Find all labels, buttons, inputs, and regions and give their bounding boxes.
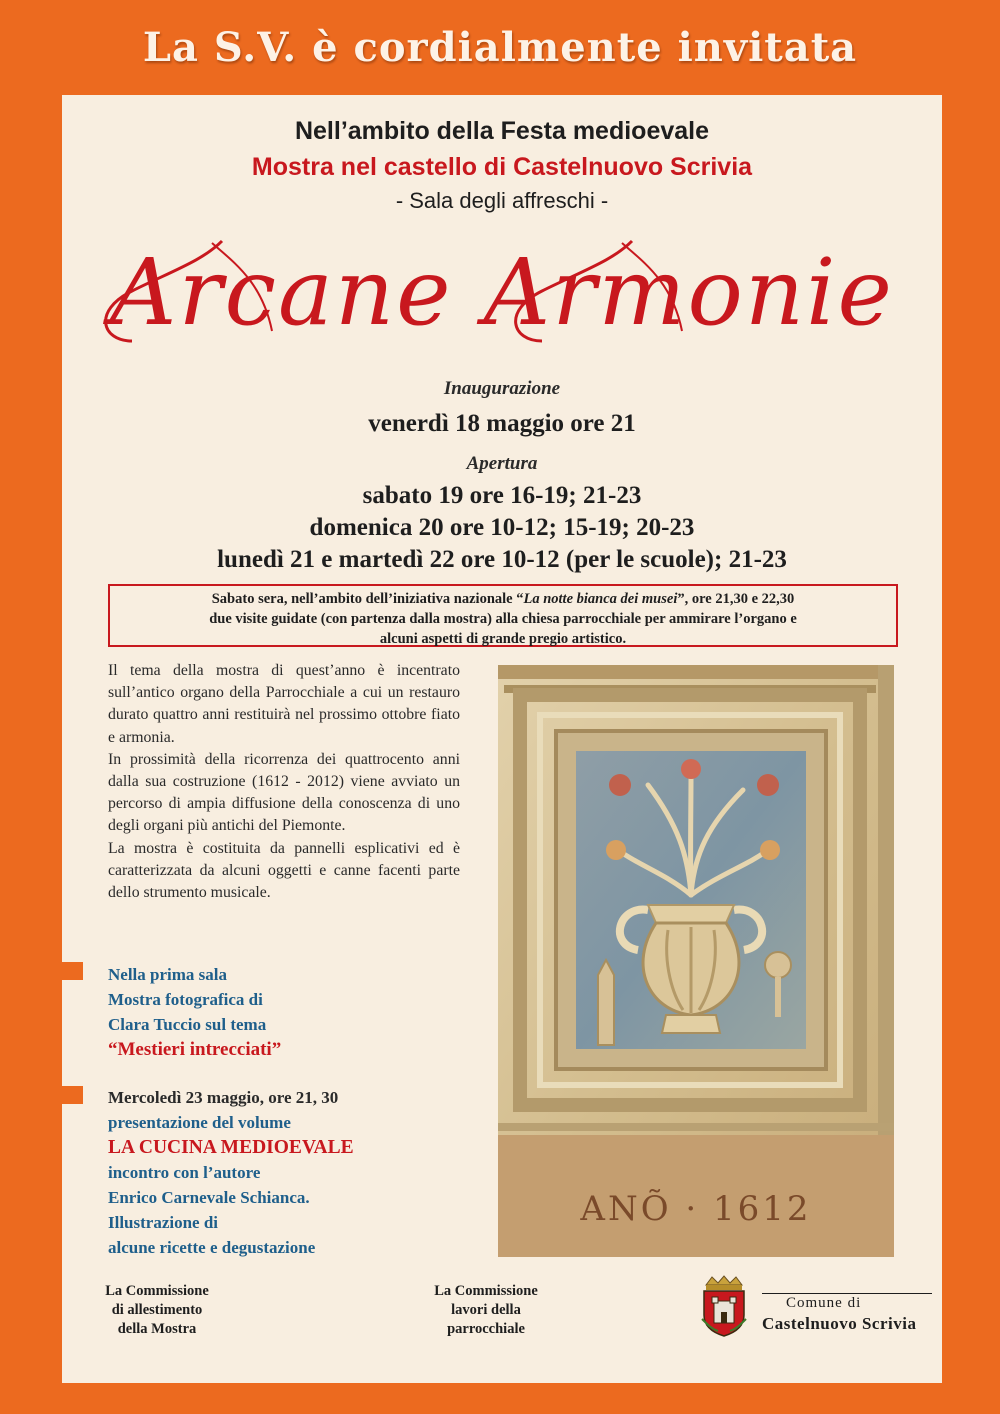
carved-panel-illustration: [498, 665, 894, 1257]
inauguration-label: Inaugurazione: [443, 378, 561, 399]
first-room-line-1: Nella prima sala: [108, 965, 227, 984]
footer-commission-exhibition: [62, 1282, 252, 1339]
notice-line-3: alcuni aspetti di grande pregio artistico.: [379, 631, 627, 647]
comune-coat-of-arms-icon: [698, 1275, 750, 1337]
orange-marker-1: [58, 962, 83, 980]
first-room-line-3: Clara Tuccio sul tema: [108, 1015, 267, 1034]
book-title: LA CUCINA MEDIOEVALE: [108, 1137, 354, 1158]
footer-col2-line1: La Commissione: [434, 1283, 538, 1299]
first-room-theme: “Mestieri intrecciati”: [108, 1039, 282, 1060]
carved-panel-photo: [498, 665, 894, 1257]
opening-line-3: lunedì 21 e martedì 22 ore 10-12 (per le scuole); 21-23: [217, 546, 787, 573]
first-room-line-2: Mostra fotografica di: [108, 990, 263, 1009]
footer-col1-line3: della Mostra: [117, 1321, 197, 1337]
footer-commission-parish: [391, 1282, 581, 1339]
footer-col2-line3: parrocchiale: [447, 1321, 525, 1337]
opening-line-2: domenica 20 ore 10-12; 15-19; 20-23: [309, 514, 695, 541]
header-festival-line: Nell’ambito della Festa medioevale: [294, 117, 710, 145]
comune-label: Comune di: [782, 1295, 865, 1312]
photo-exhibition-block: [108, 962, 438, 1062]
wednesday-line-2: presentazione del volume: [108, 1113, 291, 1132]
header-exhibition-line: Mostra nel castello di Castelnuovo Scrivia: [251, 153, 753, 181]
notice-text-a: Sabato sera, nell’ambito dell’iniziativa nazionale “: [211, 591, 524, 607]
inauguration-date: venerdì 18 maggio ore 21: [368, 410, 636, 437]
description-paragraph-3: La mostra è costituita da pannelli esplicativi ed è caratterizzata da alcuni oggetti e canne facenti parte dello strumento musicale.: [108, 839, 460, 902]
header-room-line: - Sala degli affreschi -: [395, 188, 609, 213]
opening-line-1: sabato 19 ore 16-19; 21-23: [362, 482, 642, 509]
orange-marker-2: [58, 1086, 83, 1104]
footer-col1-line1: La Commissione: [105, 1283, 209, 1299]
comune-rule: [762, 1293, 932, 1294]
panel-inscription: ANÕ · 1612: [580, 1189, 812, 1229]
book-presentation-block: [108, 1085, 448, 1260]
comune-logo-text: [762, 1283, 932, 1334]
exhibition-title: Arcane Armonie: [110, 239, 894, 346]
wednesday-line-1: Mercoledì 23 maggio, ore 21, 30: [108, 1088, 339, 1107]
wednesday-line-5: Enrico Carnevale Schianca.: [108, 1188, 310, 1207]
night-museum-notice: [108, 584, 898, 647]
comune-name: Castelnuovo Scrivia: [762, 1314, 917, 1333]
description-paragraph-1: Il tema della mostra di quest’anno è incentrato sull’antico organo della Parrocchiale a cui un restauro durato quattro anni restituirà nel prossimo ottobre fiato e armonia.: [108, 662, 460, 746]
invitation-banner: La S.V. è cordialmente invitata: [142, 24, 858, 71]
opening-label: Apertura: [466, 453, 538, 474]
exhibition-description: [108, 660, 460, 904]
description-paragraph-2: In prossimità della ricorrenza dei quattrocento anni dalla sua costruzione (1612 - 2012) viene avviato un percorso di ampia diffusione della conoscenza di uno degli organi più antichi del Piemonte.: [108, 750, 460, 835]
poster-panel: [62, 95, 942, 1383]
wednesday-line-4: incontro con l’autore: [108, 1163, 261, 1182]
footer-col2-line2: lavori della: [451, 1302, 521, 1318]
notice-event-name: La notte bianca dei musei: [523, 591, 678, 607]
notice-text-b: ”, ore 21,30 e 22,30: [677, 591, 795, 607]
footer-col1-line2: di allestimento: [111, 1302, 203, 1318]
notice-line-2: due visite guidate (con partenza dalla mostra) alla chiesa parrocchiale per ammirare l’organo e: [209, 611, 797, 627]
wednesday-line-6: Illustrazione di: [108, 1213, 219, 1232]
wednesday-line-7: alcune ricette e degustazione: [108, 1238, 316, 1257]
